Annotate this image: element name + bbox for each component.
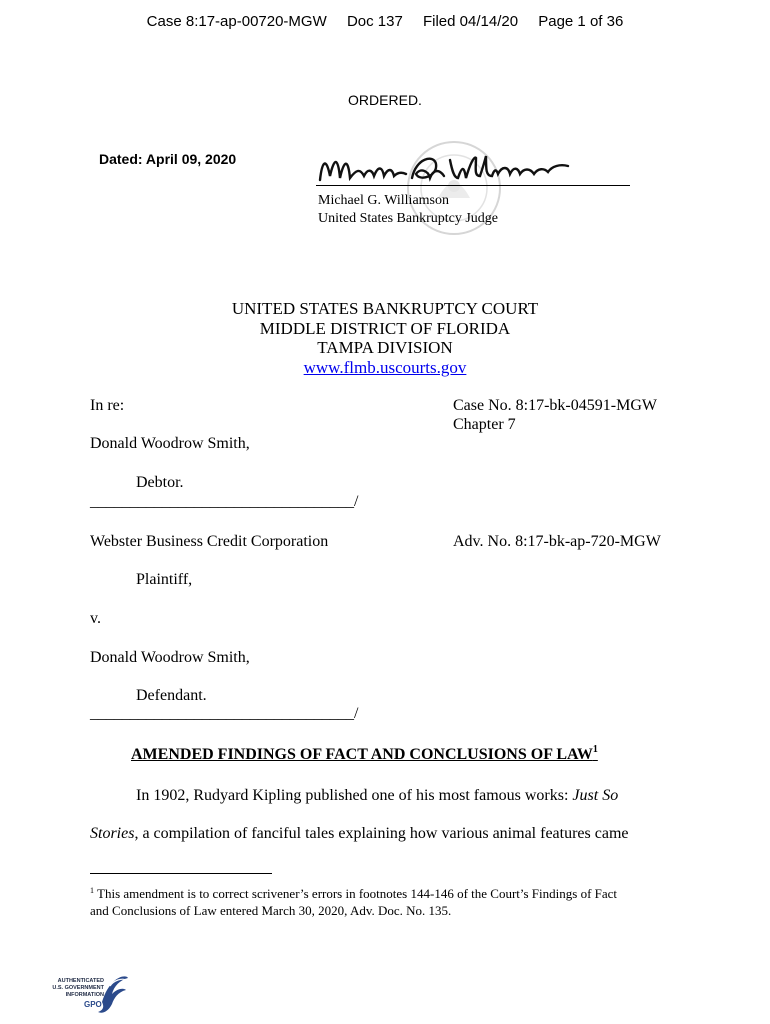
court-name: UNITED STATES BANKRUPTCY COURT xyxy=(231,299,539,318)
header-page-number: Page 1 of 36 xyxy=(538,13,624,30)
dated-line: Dated: April 09, 2020 xyxy=(99,151,237,167)
debtor-name: Donald Woodrow Smith, xyxy=(90,435,250,452)
adversary-number: Adv. No. 8:17-bk-ap-720-MGW xyxy=(453,533,661,550)
caption-divider-2: _________________________________/ xyxy=(90,705,359,722)
debtor-role: Debtor. xyxy=(136,474,184,491)
footnote-mark: 1 xyxy=(90,886,94,895)
court-website-link[interactable]: www.flmb.uscourts.gov xyxy=(303,357,467,377)
gpo-line-1: AUTHENTICATED xyxy=(57,978,104,984)
body-line-2-text: , a compilation of fanciful tales explaining how various animal features came xyxy=(134,825,629,842)
judge-signature xyxy=(316,150,576,188)
court-division: TAMPA DIVISION xyxy=(317,338,453,357)
header-doc-number: Doc 137 xyxy=(346,13,403,30)
defendant-role: Defendant. xyxy=(136,687,207,704)
body-line-1-text: In 1902, Rudyard Kipling published one of his most famous works: xyxy=(136,787,573,804)
signer-name: Michael G. Williamson xyxy=(318,193,449,208)
body-line-2 xyxy=(90,825,629,843)
gpo-label: GPO xyxy=(84,1000,102,1009)
filing-header xyxy=(0,13,770,30)
book-title-part-2: Stories xyxy=(90,825,135,842)
versus-label: v. xyxy=(90,610,101,627)
title-footnote-mark[interactable]: 1 xyxy=(592,744,598,755)
signer-block xyxy=(318,192,498,228)
book-title-part-1: Just So xyxy=(572,787,619,804)
in-re-label: In re: xyxy=(90,397,125,414)
gpo-line-3: INFORMATION xyxy=(65,992,104,998)
header-case-number: Case 8:17-ap-00720-MGW xyxy=(146,13,327,30)
footnote-rule xyxy=(90,873,272,874)
court-district: MIDDLE DISTRICT OF FLORIDA xyxy=(259,318,511,338)
plaintiff-role: Plaintiff, xyxy=(136,571,193,588)
gpo-line-2: U.S. GOVERNMENT xyxy=(52,985,104,991)
footnote-line-1: This amendment is to correct scrivener’s errors in footnotes 144-146 of the Court’s Findings of Fact xyxy=(94,886,618,901)
ordered-label: ORDERED. xyxy=(348,92,422,108)
plaintiff-name: Webster Business Credit Corporation xyxy=(90,533,329,550)
footnote-line-2: and Conclusions of Law entered March 30, 2020, Adv. Doc. No. 135. xyxy=(90,903,452,918)
defendant-name: Donald Woodrow Smith, xyxy=(90,649,250,666)
document-title xyxy=(131,744,598,764)
header-filed-date: Filed 04/14/20 xyxy=(422,13,519,30)
body-line-1 xyxy=(136,787,618,805)
gpo-authentication-logo xyxy=(46,970,136,1020)
case-number: Case No. 8:17-bk-04591-MGW xyxy=(453,397,657,414)
document-title-text: AMENDED FINDINGS OF FACT AND CONCLUSIONS OF LAW xyxy=(131,746,593,763)
signer-title: United States Bankruptcy Judge xyxy=(318,211,499,226)
court-heading xyxy=(0,299,770,377)
footnote xyxy=(90,882,617,919)
chapter-label: Chapter 7 xyxy=(453,416,516,433)
signature-line xyxy=(316,185,630,186)
caption-divider-1: _________________________________/ xyxy=(90,493,359,510)
